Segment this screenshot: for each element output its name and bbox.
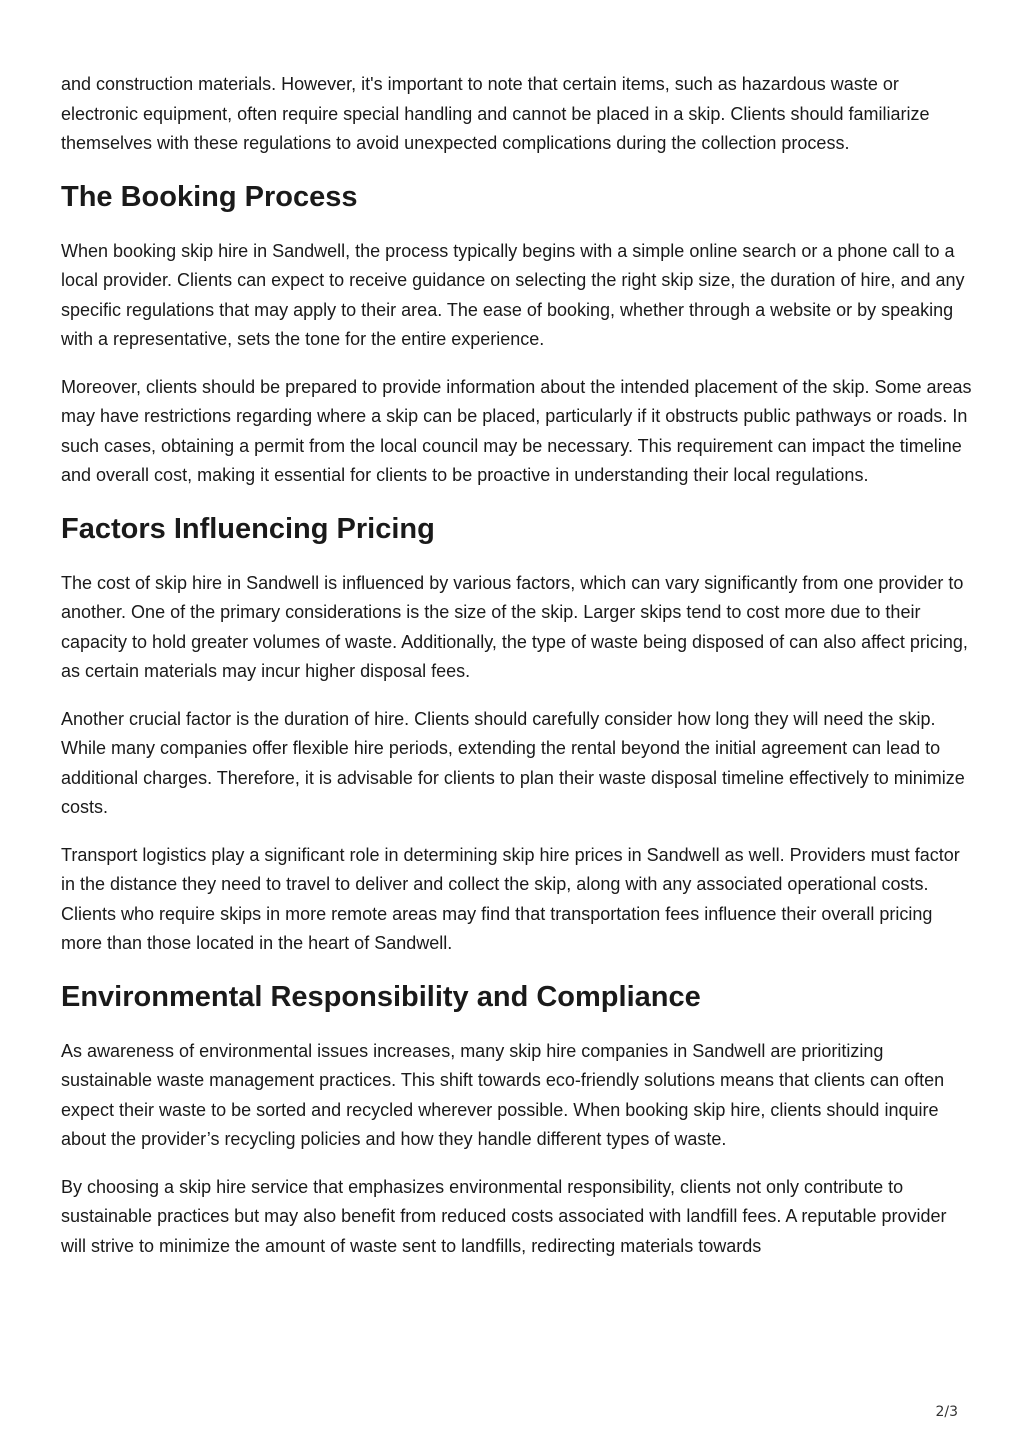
document-body — [61, 70, 973, 1279]
paragraph: Transport logistics play a significant role in determining skip hire prices in Sandwell as well. Providers must factor in the distance they need to travel to deliver and collect the skip, along with any associated operational costs. Clients who require skips in more remote areas may find that transportation fees influence their overall pricing more than those located in the heart of Sandwell. — [61, 844, 960, 953]
paragraph: The cost of skip hire in Sandwell is influenced by various factors, which can vary significantly from one provider to another. One of the primary considerations is the size of the skip. Larger skips tend to cost more due to their capacity to hold greater volumes of waste. Additionally, the type of waste being disposed of can also affect pricing, as certain materials may incur higher disposal fees. — [61, 572, 968, 681]
paragraph: Moreover, clients should be prepared to provide information about the intended placement of the skip. Some areas may have restrictions regarding where a skip can be placed, particularly if it obstructs public pathways or roads. In such cases, obtaining a permit from the local council may be necessary. This requirement can impact the timeline and overall cost, making it essential for clients to be proactive in understanding their local regulations. — [61, 376, 972, 485]
paragraph: As awareness of environmental issues increases, many skip hire companies in Sandwell are prioritizing sustainable waste management practices. This shift towards eco-friendly solutions means that clients can often expect their waste to be sorted and recycled wherever possible. When booking skip hire, clients should inquire about the provider’s recycling policies and how they handle different types of waste. — [61, 1040, 945, 1149]
page-number: 2/3 — [935, 1404, 958, 1420]
intro-paragraph: and construction materials. However, it's important to note that certain items, such as hazardous waste or electronic equipment, often require special handling and cannot be placed in a skip. Clients should familiarize themselves with these regulations to avoid unexpected complications during the collection process. — [61, 74, 930, 153]
paragraph: Another crucial factor is the duration of hire. Clients should carefully consider how long they will need the skip. While many companies offer flexible hire periods, extending the rental beyond the initial agreement can lead to additional charges. Therefore, it is advisable for clients to plan their waste disposal timeline effectively to minimize costs. — [61, 708, 965, 817]
section-heading: Environmental Responsibility and Compliance — [61, 980, 701, 1013]
section-booking-process — [61, 177, 973, 491]
section-factors-pricing — [61, 509, 973, 959]
paragraph: By choosing a skip hire service that emphasizes environmental responsibility, clients not only contribute to sustainable practices but may also benefit from reduced costs associated with landfill fees. A reputable provider will strive to minimize the amount of waste sent to landfills, redirecting materials towards — [61, 1176, 947, 1256]
paragraph: When booking skip hire in Sandwell, the process typically begins with a simple online search or a phone call to a local provider. Clients can expect to receive guidance on selecting the right skip size, the duration of hire, and any specific regulations that may apply to their area. The ease of booking, whether through a website or by speaking with a representative, sets the tone for the entire experience. — [61, 240, 965, 349]
section-heading: The Booking Process — [61, 180, 358, 213]
section-heading: Factors Influencing Pricing — [61, 512, 435, 545]
section-environmental-responsibility — [61, 977, 973, 1262]
